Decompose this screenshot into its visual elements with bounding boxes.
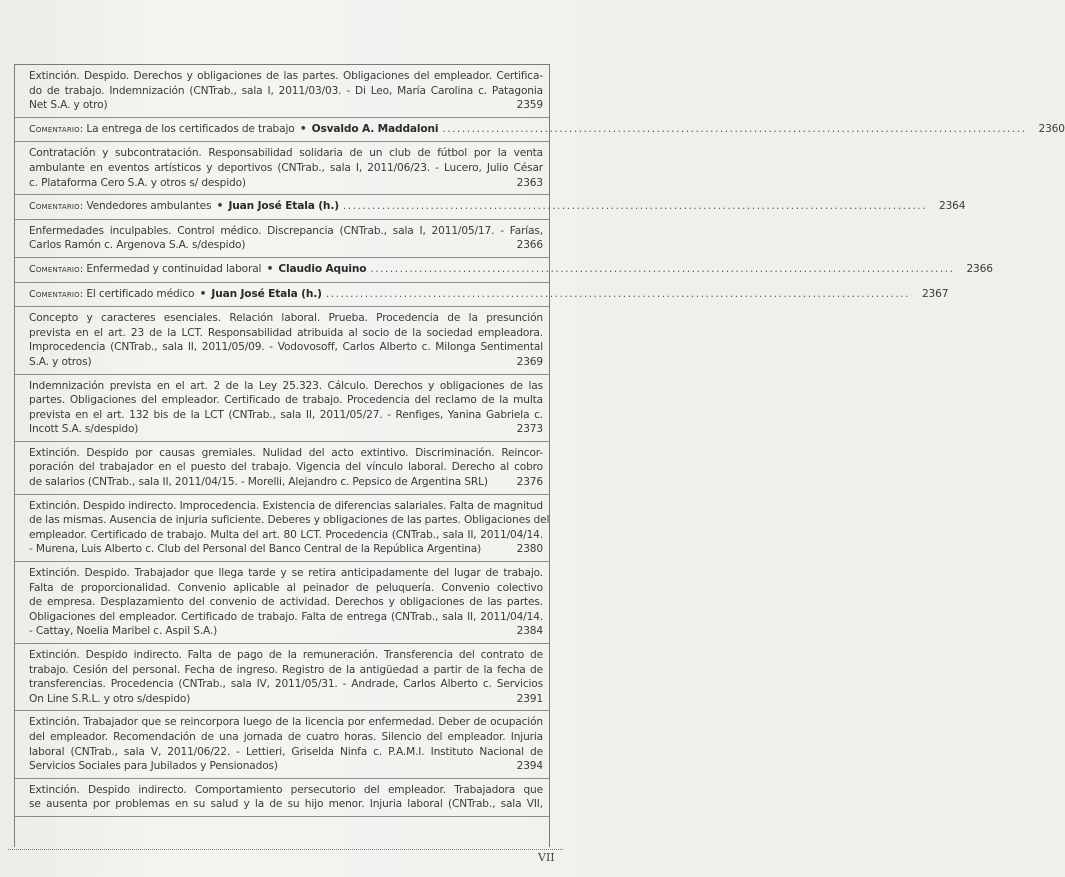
entry-text-line: Indemnización prevista en el art. 2 de la Ley 25.323. Cálculo. Derechos y obligaciones de las	[29, 379, 543, 392]
comment-author: Claudio Aquino	[278, 262, 367, 275]
entry-text-line: prevista en el art. 23 de la LCT. Responsabilidad atribuida al socio de la sociedad empleadora.	[29, 326, 543, 339]
comment-label: Comentario:	[29, 263, 84, 275]
entry-text-line: - Cattay, Noelia Maribel c. Aspil S.A.)	[29, 625, 218, 638]
page-reference: 2360	[1038, 122, 1065, 135]
bullet-icon: •	[266, 262, 274, 275]
case-entry	[15, 442, 549, 495]
comment-label: Comentario:	[29, 288, 84, 300]
entry-text-line: Extinción. Despido. Derechos y obligaciones de las partes. Obligaciones del empleador. Certifica-	[29, 70, 543, 82]
entry-text-line: S.A. y otros)	[29, 355, 92, 368]
leader-dots: ........................................................................................................................	[442, 122, 1027, 135]
comment-author: Juan José Etala (h.)	[228, 200, 339, 213]
entry-text-line: del empleador. Recomendación de una jornada de cuatro horas. Silencio del empleador. Injuria	[29, 730, 543, 743]
entry-text-line: Improcedencia (CNTrab., sala II, 2011/05/09. - Vodovosoff, Carlos Alberto c. Milonga Sentimental	[29, 341, 543, 354]
entry-text-line: Extinción. Despido por causas gremiales. Nulidad del acto extintivo. Discriminación. Reincor-	[29, 446, 543, 459]
bullet-icon: •	[216, 200, 224, 213]
case-entry	[15, 375, 549, 442]
entry-text-line: Net S.A. y otro)	[29, 99, 108, 112]
entry-text-line: ambulante en eventos artísticos y deportivos (CNTrab., sala I, 2011/06/23. - Lucero, Julio César	[29, 161, 543, 174]
comment-title: Vendedores ambulantes	[86, 200, 212, 213]
case-entry	[15, 65, 549, 118]
comment-entry	[15, 283, 949, 308]
entry-text-line: Obligaciones del empleador. Certificado de trabajo. Falta de entrega (CNTrab., sala II, 2011/04/14.	[29, 610, 543, 623]
page-reference: 2391	[516, 692, 543, 705]
comment-entry	[15, 258, 993, 283]
entry-text-line: partes. Obligaciones del empleador. Certificado de trabajo. Procedencia del reclamo de la multa	[29, 394, 543, 407]
entry-text-line: empleador. Certificado de trabajo. Multa del art. 80 LCT. Procedencia (CNTrab., sala II, 2011/04/14.	[29, 528, 543, 541]
bullet-icon: •	[299, 122, 307, 135]
comment-author: Juan José Etala (h.)	[211, 287, 322, 300]
comment-entry	[15, 195, 966, 220]
page-reference: 2366	[516, 239, 543, 252]
entry-text-line: se ausenta por problemas en su salud y la de su hijo menor. Injuria laboral (CNTrab., sala VII,	[29, 798, 543, 811]
comment-title: La entrega de los certificados de trabajo	[86, 122, 295, 135]
entry-text-line: Extinción. Despido indirecto. Comportamiento persecutorio del empleador. Trabajadora que	[29, 783, 543, 796]
case-entry	[15, 495, 549, 562]
case-entry	[15, 779, 549, 817]
entry-text-line: Enfermedades inculpables. Control médico. Discrepancia (CNTrab., sala I, 2011/05/17. - Farías,	[29, 224, 543, 237]
comment-label: Comentario:	[29, 201, 84, 213]
entry-text-line: Falta de proporcionalidad. Convenio aplicable al peinador de peluquería. Convenio colectivo	[29, 581, 543, 594]
entry-text-line: laboral (CNTrab., sala V, 2011/06/22. - Lettieri, Griselda Ninfa c. P.A.M.I. Instituto Nacional de	[29, 745, 543, 758]
page-reference: 2366	[966, 262, 993, 275]
entry-text-line: Carlos Ramón c. Argenova S.A. s/despido)	[29, 239, 246, 252]
page-reference: 2363	[516, 176, 543, 189]
comment-label: Comentario:	[29, 123, 84, 135]
case-entry	[15, 307, 549, 374]
entry-text-line: On Line S.R.L. y otro s/despido)	[29, 692, 191, 705]
entry-text-line: Concepto y caracteres esenciales. Relación laboral. Prueba. Procedencia de la presunción	[29, 312, 543, 325]
entry-text-line: Servicios Sociales para Jubilados y Pensionados)	[29, 760, 278, 773]
case-entry	[15, 644, 549, 711]
page-reference: 2369	[516, 355, 543, 368]
bullet-icon: •	[199, 287, 207, 300]
case-entry	[15, 220, 549, 258]
comment-author: Osvaldo A. Maddaloni	[311, 122, 439, 135]
entry-text-line: do de trabajo. Indemnización (CNTrab., sala I, 2011/03/03. - Di Leo, María Carolina c. Patagonia	[29, 84, 543, 97]
case-entry	[15, 711, 549, 778]
page-number-roman: VII	[538, 851, 555, 864]
comment-title: El certificado médico	[86, 287, 195, 300]
page-reference: 2380	[516, 543, 543, 556]
entry-text-line: Extinción. Trabajador que se reincorpora luego de la licencia por enfermedad. Deber de ocupación	[29, 716, 543, 729]
entry-text-line: de empresa. Desplazamiento del convenio de actividad. Derechos y obligaciones de las partes.	[29, 596, 543, 609]
entry-text-line: de salarios (CNTrab., sala II, 2011/04/15. - Morelli, Alejandro c. Pepsico de Argentina SRL)	[29, 476, 488, 489]
page-reference: 2373	[516, 423, 543, 436]
entry-text-line: Incott S.A. s/despido)	[29, 423, 139, 436]
entry-text-line: de las mismas. Ausencia de injuria suficiente. Deberes y obligaciones de las partes. Obligaciones del	[29, 514, 550, 527]
entry-text-line: poración del trabajador en el puesto del trabajo. Vigencia del vínculo laboral. Derecho al cobro	[29, 461, 543, 474]
page-reference: 2384	[516, 625, 543, 638]
page-reference: 2359	[516, 99, 543, 112]
entry-text-line: Extinción. Despido indirecto. Falta de pago de la remuneración. Transferencia del contrato de	[29, 649, 543, 661]
leader-dots: ........................................................................................................................	[325, 287, 910, 300]
entry-text-line: Extinción. Despido indirecto. Improcedencia. Existencia de diferencias salariales. Falta de magnitud	[29, 499, 543, 512]
page-reference: 2394	[516, 760, 543, 773]
leader-dots: ........................................................................................................................	[370, 262, 955, 275]
comment-entry	[15, 118, 1065, 143]
entry-text-line: prevista en el art. 132 bis de la LCT (CNTrab., sala II, 2011/05/27. - Renfiges, Yanina Gabriela c.	[29, 408, 543, 421]
entry-text-line: Contratación y subcontratación. Responsabilidad solidaria de un club de fútbol por la venta	[29, 147, 543, 160]
case-entry	[15, 142, 549, 195]
entry-text-line: transferencias. Procedencia (CNTrab., sala IV, 2011/05/31. - Andrade, Carlos Alberto c. Servicios	[29, 678, 543, 691]
entry-text-line: Extinción. Despido. Trabajador que llega tarde y se retira anticipadamente del lugar de trabajo.	[29, 567, 543, 580]
leader-dots: ........................................................................................................................	[342, 200, 927, 213]
page-reference: 2367	[921, 287, 949, 300]
page-reference: 2364	[938, 200, 966, 213]
entry-text-line: trabajo. Cesión del personal. Fecha de ingreso. Registro de la antigüedad a partir de la fecha de	[29, 663, 543, 676]
entry-text-line: - Murena, Luis Alberto c. Club del Personal del Banco Central de la República Argentina)	[29, 543, 482, 556]
entry-text-line: c. Plataforma Cero S.A. y otros s/ despido)	[29, 176, 246, 189]
case-entry	[15, 562, 549, 644]
comment-title: Enfermedad y continuidad laboral	[86, 262, 262, 275]
case-index-table	[14, 64, 1065, 847]
page-reference: 2376	[516, 476, 543, 489]
footer-dotted-rule	[8, 849, 563, 850]
